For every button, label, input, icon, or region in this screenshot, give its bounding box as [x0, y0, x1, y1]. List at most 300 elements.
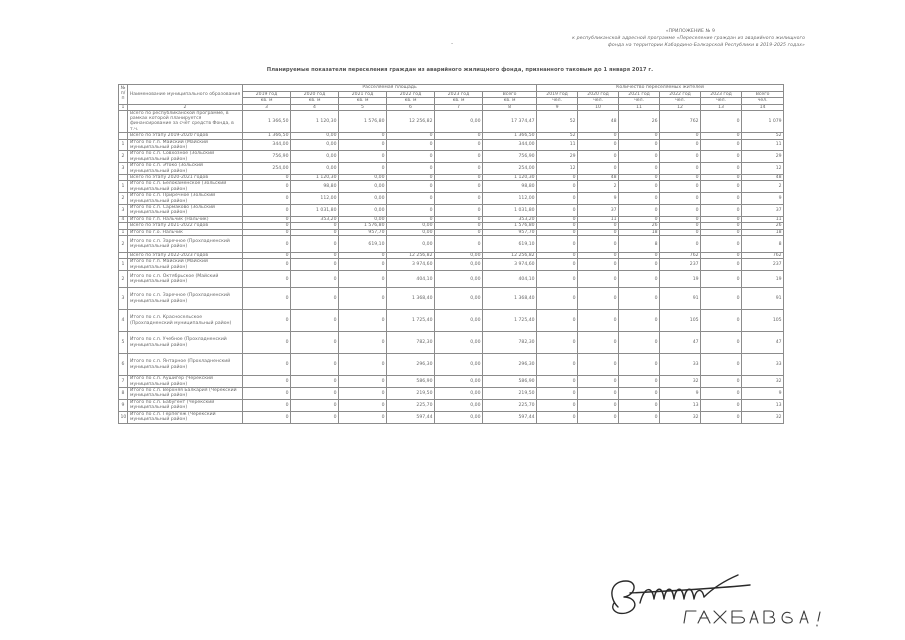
value-cell: 0: [537, 205, 578, 217]
municipality-name: Итого по г.п. Нальчик (Нальчик): [128, 216, 243, 222]
table-row: [119, 236, 784, 253]
value-cell: 0: [291, 354, 339, 376]
value-cell: 0: [537, 193, 578, 205]
value-cell: 0,00: [339, 205, 387, 217]
municipality-name: Итого по г.п. Майский (Майский муниципальный район): [128, 259, 243, 271]
value-cell: 3 974,60: [387, 259, 435, 271]
value-cell: 0: [243, 229, 291, 235]
municipality-name: Итого по с.п. Приречное (Зольский муниципальный район): [128, 193, 243, 205]
value-cell: 0: [578, 139, 619, 151]
value-cell: 0: [619, 388, 660, 400]
column-index: 13: [701, 104, 742, 110]
value-cell: 0: [339, 332, 387, 354]
row-number: 3: [119, 163, 128, 175]
municipality-name: Итого по с.п. Белокаменское (Зольский муниципальный район): [128, 181, 243, 193]
value-cell: 0,00: [291, 133, 339, 139]
value-cell: 344,00: [483, 139, 537, 151]
value-cell: 0,00: [339, 216, 387, 222]
value-cell: 0: [701, 354, 742, 376]
value-cell: 0: [701, 223, 742, 229]
value-cell: 1 120,30: [291, 174, 339, 180]
unit-header: чел.: [537, 98, 578, 105]
value-cell: 0: [578, 229, 619, 235]
municipality-name: Итого по г.п. Майский (Майский муниципальный район): [128, 139, 243, 151]
value-cell: 0: [243, 310, 291, 332]
row-number: 3: [119, 288, 128, 310]
value-cell: 0: [619, 253, 660, 259]
row-number: 2: [119, 271, 128, 288]
value-cell: 0: [339, 133, 387, 139]
value-cell: 0: [243, 223, 291, 229]
value-cell: 0: [619, 163, 660, 175]
value-cell: 0: [701, 163, 742, 175]
value-cell: 0: [291, 332, 339, 354]
value-cell: 0: [339, 388, 387, 400]
value-cell: 0: [537, 399, 578, 411]
value-cell: 0: [435, 193, 483, 205]
table-row: [119, 193, 784, 205]
municipality-name: Итого по с.п. Янтарное (Прохладненский муниципальный район): [128, 354, 243, 376]
value-cell: 0: [243, 259, 291, 271]
value-cell: 48: [742, 174, 784, 180]
value-cell: 0: [701, 181, 742, 193]
value-cell: 32: [742, 411, 784, 423]
unit-header: чел.: [578, 98, 619, 105]
table-row: [119, 139, 784, 151]
value-cell: 0: [435, 181, 483, 193]
year-header: 2021 год: [339, 91, 387, 98]
value-cell: 18: [619, 229, 660, 235]
value-cell: 0: [619, 181, 660, 193]
row-number: 2: [119, 151, 128, 163]
col-municipality: Наименование муниципального образования: [128, 85, 243, 105]
value-cell: 0: [339, 310, 387, 332]
value-cell: 13: [742, 399, 784, 411]
value-cell: 112,00: [291, 193, 339, 205]
table-row: [119, 399, 784, 411]
data-table: [118, 84, 784, 424]
municipality-name: Итого по с.п. Заречное (Прохладненский муниципальный район): [128, 236, 243, 253]
value-cell: 0: [243, 388, 291, 400]
municipality-name: Всего по этапу 2021-2022 годов: [128, 223, 243, 229]
value-cell: 105: [660, 310, 701, 332]
municipality-name: Всего по этапу 2020-2021 годов: [128, 174, 243, 180]
value-cell: 0: [339, 139, 387, 151]
value-cell: 0,00: [291, 139, 339, 151]
value-cell: 0: [291, 271, 339, 288]
value-cell: 112,00: [483, 193, 537, 205]
row-number: 2: [119, 193, 128, 205]
value-cell: 52: [537, 110, 578, 133]
value-cell: 404,10: [387, 271, 435, 288]
value-cell: 0: [339, 151, 387, 163]
value-cell: 0: [291, 411, 339, 423]
value-cell: 29: [742, 151, 784, 163]
value-cell: 0: [537, 310, 578, 332]
value-cell: 0,00: [291, 151, 339, 163]
unit-header: кв. м: [243, 98, 291, 105]
value-cell: 0,00: [339, 181, 387, 193]
value-cell: 32: [660, 411, 701, 423]
value-cell: 8: [619, 236, 660, 253]
row-number: 3: [119, 205, 128, 217]
table-row: [119, 205, 784, 217]
value-cell: 0: [619, 271, 660, 288]
value-cell: 0: [243, 253, 291, 259]
unit-header: кв. м: [483, 98, 537, 105]
value-cell: 12: [742, 163, 784, 175]
value-cell: 0: [243, 193, 291, 205]
table-row: [119, 376, 784, 388]
group-people: Количество переселяемых жителей: [537, 85, 784, 92]
value-cell: 98,80: [483, 181, 537, 193]
value-cell: 48: [578, 110, 619, 133]
value-cell: 1 366,50: [483, 133, 537, 139]
row-number: 6: [119, 354, 128, 376]
value-cell: 0,00: [435, 110, 483, 133]
value-cell: 0: [660, 139, 701, 151]
value-cell: 0: [537, 236, 578, 253]
value-cell: 0,00: [435, 310, 483, 332]
value-cell: 1 368,40: [483, 288, 537, 310]
table-row: [119, 288, 784, 310]
table-row: [119, 259, 784, 271]
value-cell: 0: [619, 411, 660, 423]
value-cell: 0: [387, 133, 435, 139]
value-cell: 0: [387, 193, 435, 205]
value-cell: 18: [742, 229, 784, 235]
value-cell: 0: [339, 259, 387, 271]
row-number: 8: [119, 388, 128, 400]
value-cell: 0: [619, 399, 660, 411]
value-cell: 0: [660, 181, 701, 193]
row-number: 10: [119, 411, 128, 423]
value-cell: 0,00: [435, 376, 483, 388]
value-cell: 0: [701, 229, 742, 235]
value-cell: 1 368,40: [387, 288, 435, 310]
value-cell: 404,10: [483, 271, 537, 288]
value-cell: 597,44: [483, 411, 537, 423]
year-header: 2022 год: [387, 91, 435, 98]
row-number: 4: [119, 216, 128, 222]
value-cell: 1 366,50: [243, 110, 291, 133]
value-cell: 19: [660, 271, 701, 288]
value-cell: 1 576,80: [339, 110, 387, 133]
municipality-name: Итого по с.п. Бабугент (Черекский муниципальный район): [128, 399, 243, 411]
column-index: 10: [578, 104, 619, 110]
value-cell: 0: [243, 216, 291, 222]
appendix-line-1: к республиканской адресной программе «Переселение граждан из аварийного жилищного: [572, 36, 805, 41]
appendix-line-2: фонда на территории Кабардино-Балкарской Республики в 2019-2025 годах»: [607, 43, 805, 48]
value-cell: 0: [660, 216, 701, 222]
column-index: 3: [243, 104, 291, 110]
value-cell: 0: [619, 288, 660, 310]
value-cell: 0: [435, 229, 483, 235]
value-cell: 0: [537, 271, 578, 288]
value-cell: 219,50: [387, 388, 435, 400]
column-index: 2: [128, 104, 243, 110]
value-cell: 0: [339, 354, 387, 376]
value-cell: 0: [619, 376, 660, 388]
value-cell: 0: [701, 332, 742, 354]
row-number: 4: [119, 310, 128, 332]
value-cell: 48: [578, 174, 619, 180]
value-cell: 0: [619, 174, 660, 180]
value-cell: 353,20: [291, 216, 339, 222]
value-cell: 26: [619, 223, 660, 229]
signature-image: [600, 567, 845, 627]
value-cell: 0: [578, 310, 619, 332]
municipality-name: Итого по с.п. Октябрьское (Майский муниципальный район): [128, 271, 243, 288]
value-cell: 0: [578, 253, 619, 259]
value-cell: 237: [660, 259, 701, 271]
value-cell: 0: [619, 205, 660, 217]
unit-header: кв. м: [339, 98, 387, 105]
value-cell: 91: [660, 288, 701, 310]
value-cell: 0: [291, 253, 339, 259]
municipality-name: Итого по с.п. Заречное (Прохладненский муниципальный район): [128, 288, 243, 310]
value-cell: 0: [243, 271, 291, 288]
value-cell: 0: [660, 193, 701, 205]
value-cell: 0: [387, 139, 435, 151]
value-cell: 11: [578, 216, 619, 222]
value-cell: 0: [435, 205, 483, 217]
value-cell: 0: [537, 332, 578, 354]
value-cell: 0: [339, 253, 387, 259]
value-cell: 0: [660, 133, 701, 139]
value-cell: 0: [619, 354, 660, 376]
column-index: 8: [483, 104, 537, 110]
value-cell: 957,70: [483, 229, 537, 235]
value-cell: 0,00: [435, 288, 483, 310]
value-cell: 0: [660, 151, 701, 163]
value-cell: 254,00: [243, 163, 291, 175]
municipality-name: Итого по с.п. Сармаково (Зольский муниципальный район): [128, 205, 243, 217]
unit-header: чел.: [742, 98, 784, 105]
value-cell: 353,20: [483, 216, 537, 222]
municipality-name: Итого по с.п. Красносельское (Прохладненский муниципальный район): [128, 310, 243, 332]
value-cell: 597,44: [387, 411, 435, 423]
value-cell: 0: [660, 229, 701, 235]
table-row: [119, 388, 784, 400]
value-cell: 0: [291, 259, 339, 271]
year-header: 2020 год: [291, 91, 339, 98]
value-cell: 219,50: [483, 388, 537, 400]
value-cell: 0: [243, 332, 291, 354]
value-cell: 0: [339, 163, 387, 175]
value-cell: 0: [578, 332, 619, 354]
row-number: 2: [119, 236, 128, 253]
column-index: 7: [435, 104, 483, 110]
value-cell: 0: [243, 354, 291, 376]
value-cell: 0: [387, 181, 435, 193]
value-cell: 0: [619, 216, 660, 222]
value-cell: 756,90: [243, 151, 291, 163]
value-cell: 0: [243, 174, 291, 180]
value-cell: 0: [291, 223, 339, 229]
value-cell: 0: [243, 376, 291, 388]
value-cell: 47: [660, 332, 701, 354]
table-row: [119, 332, 784, 354]
row-number: 1: [119, 139, 128, 151]
value-cell: 47: [742, 332, 784, 354]
value-cell: 0: [701, 253, 742, 259]
value-cell: 0: [578, 236, 619, 253]
value-cell: 105: [742, 310, 784, 332]
value-cell: 0,00: [339, 174, 387, 180]
value-cell: 17 374,47: [483, 110, 537, 133]
municipality-name: Всего по этапу 2019-2020 годов: [128, 133, 243, 139]
value-cell: 0: [701, 151, 742, 163]
column-index: 11: [619, 104, 660, 110]
municipality-name: Итого по г.о. Нальчик: [128, 229, 243, 235]
value-cell: 0: [701, 388, 742, 400]
table-row: [119, 151, 784, 163]
year-header: Всего: [483, 91, 537, 98]
value-cell: 0,00: [387, 229, 435, 235]
value-cell: 1 725,40: [483, 310, 537, 332]
value-cell: 91: [742, 288, 784, 310]
value-cell: 225,70: [483, 399, 537, 411]
row-number: 1: [119, 259, 128, 271]
value-cell: 0: [701, 310, 742, 332]
table-row: [119, 411, 784, 423]
value-cell: 0: [578, 133, 619, 139]
value-cell: 0: [660, 174, 701, 180]
value-cell: 0: [243, 181, 291, 193]
table-row: [119, 163, 784, 175]
value-cell: 0: [291, 388, 339, 400]
value-cell: 33: [660, 354, 701, 376]
value-cell: 0: [243, 411, 291, 423]
value-cell: 0: [339, 376, 387, 388]
value-cell: 0: [435, 216, 483, 222]
value-cell: 0: [578, 399, 619, 411]
value-cell: 0: [537, 376, 578, 388]
value-cell: 0,00: [339, 193, 387, 205]
table-row: [119, 181, 784, 193]
value-cell: 0: [619, 151, 660, 163]
value-cell: 0: [660, 223, 701, 229]
value-cell: 0: [435, 139, 483, 151]
value-cell: 11: [742, 216, 784, 222]
municipality-name: Итого по с.п. Этоко (Зольский муниципальный район): [128, 163, 243, 175]
value-cell: 0: [701, 399, 742, 411]
value-cell: 296,30: [387, 354, 435, 376]
value-cell: 619,10: [483, 236, 537, 253]
column-index: 6: [387, 104, 435, 110]
value-cell: 0,00: [435, 332, 483, 354]
row-number: 1: [119, 229, 128, 235]
group-area: Расселяемая площадь: [243, 85, 537, 92]
col-no: № п/п: [119, 85, 128, 105]
value-cell: 0: [387, 205, 435, 217]
value-cell: 32: [742, 376, 784, 388]
value-cell: 8: [742, 236, 784, 253]
value-cell: 586,90: [483, 376, 537, 388]
value-cell: 0: [291, 229, 339, 235]
value-cell: 0: [660, 163, 701, 175]
value-cell: 0: [537, 411, 578, 423]
row-number: 5: [119, 332, 128, 354]
value-cell: 0,00: [435, 411, 483, 423]
value-cell: 0: [619, 310, 660, 332]
value-cell: 0: [701, 376, 742, 388]
column-index: 1: [119, 104, 128, 110]
value-cell: 0: [537, 288, 578, 310]
value-cell: 26: [742, 223, 784, 229]
table-row: [119, 310, 784, 332]
value-cell: 0: [578, 223, 619, 229]
value-cell: 52: [537, 133, 578, 139]
value-cell: 0: [660, 236, 701, 253]
value-cell: 0: [537, 223, 578, 229]
value-cell: 12 256,82: [387, 253, 435, 259]
column-index: 9: [537, 104, 578, 110]
unit-header: чел.: [619, 98, 660, 105]
municipality-name: Итого по с.п. Учебное (Прохладненский муниципальный район): [128, 332, 243, 354]
value-cell: 762: [742, 253, 784, 259]
column-index: 12: [660, 104, 701, 110]
value-cell: 254,00: [483, 163, 537, 175]
value-cell: 296,30: [483, 354, 537, 376]
appendix-header: [505, 28, 805, 49]
value-cell: 237: [742, 259, 784, 271]
value-cell: 0: [435, 174, 483, 180]
value-cell: 0: [387, 216, 435, 222]
value-cell: 756,90: [483, 151, 537, 163]
value-cell: 0: [701, 174, 742, 180]
value-cell: 0: [243, 236, 291, 253]
value-cell: 0: [243, 205, 291, 217]
value-cell: 9: [578, 193, 619, 205]
value-cell: 0: [578, 151, 619, 163]
value-cell: 1 576,80: [339, 223, 387, 229]
value-cell: 762: [660, 253, 701, 259]
column-index: 14: [742, 104, 784, 110]
value-cell: 1 031,80: [483, 205, 537, 217]
value-cell: 0: [243, 288, 291, 310]
value-cell: 0: [701, 271, 742, 288]
row-number: [119, 110, 128, 133]
value-cell: 0: [291, 288, 339, 310]
value-cell: 0: [578, 354, 619, 376]
value-cell: 0: [701, 193, 742, 205]
value-cell: 98,80: [291, 181, 339, 193]
year-header: 2019 год: [537, 91, 578, 98]
value-cell: 782,30: [387, 332, 435, 354]
unit-header: чел.: [701, 98, 742, 105]
value-cell: 0: [578, 271, 619, 288]
value-cell: 0: [578, 376, 619, 388]
row-number: 7: [119, 376, 128, 388]
value-cell: 11: [742, 139, 784, 151]
value-cell: 0: [537, 259, 578, 271]
value-cell: 0: [291, 399, 339, 411]
unit-header: чел.: [660, 98, 701, 105]
value-cell: 0: [701, 216, 742, 222]
value-cell: 37: [578, 205, 619, 217]
value-cell: 0: [291, 236, 339, 253]
value-cell: 1 366,50: [243, 133, 291, 139]
value-cell: 0: [387, 174, 435, 180]
value-cell: 1 725,40: [387, 310, 435, 332]
municipality-name: Итого по с.п. Аушигер (Черекский муниципальный район): [128, 376, 243, 388]
year-header: 2022 год: [660, 91, 701, 98]
value-cell: 782,30: [483, 332, 537, 354]
value-cell: 0: [435, 133, 483, 139]
value-cell: 32: [660, 376, 701, 388]
